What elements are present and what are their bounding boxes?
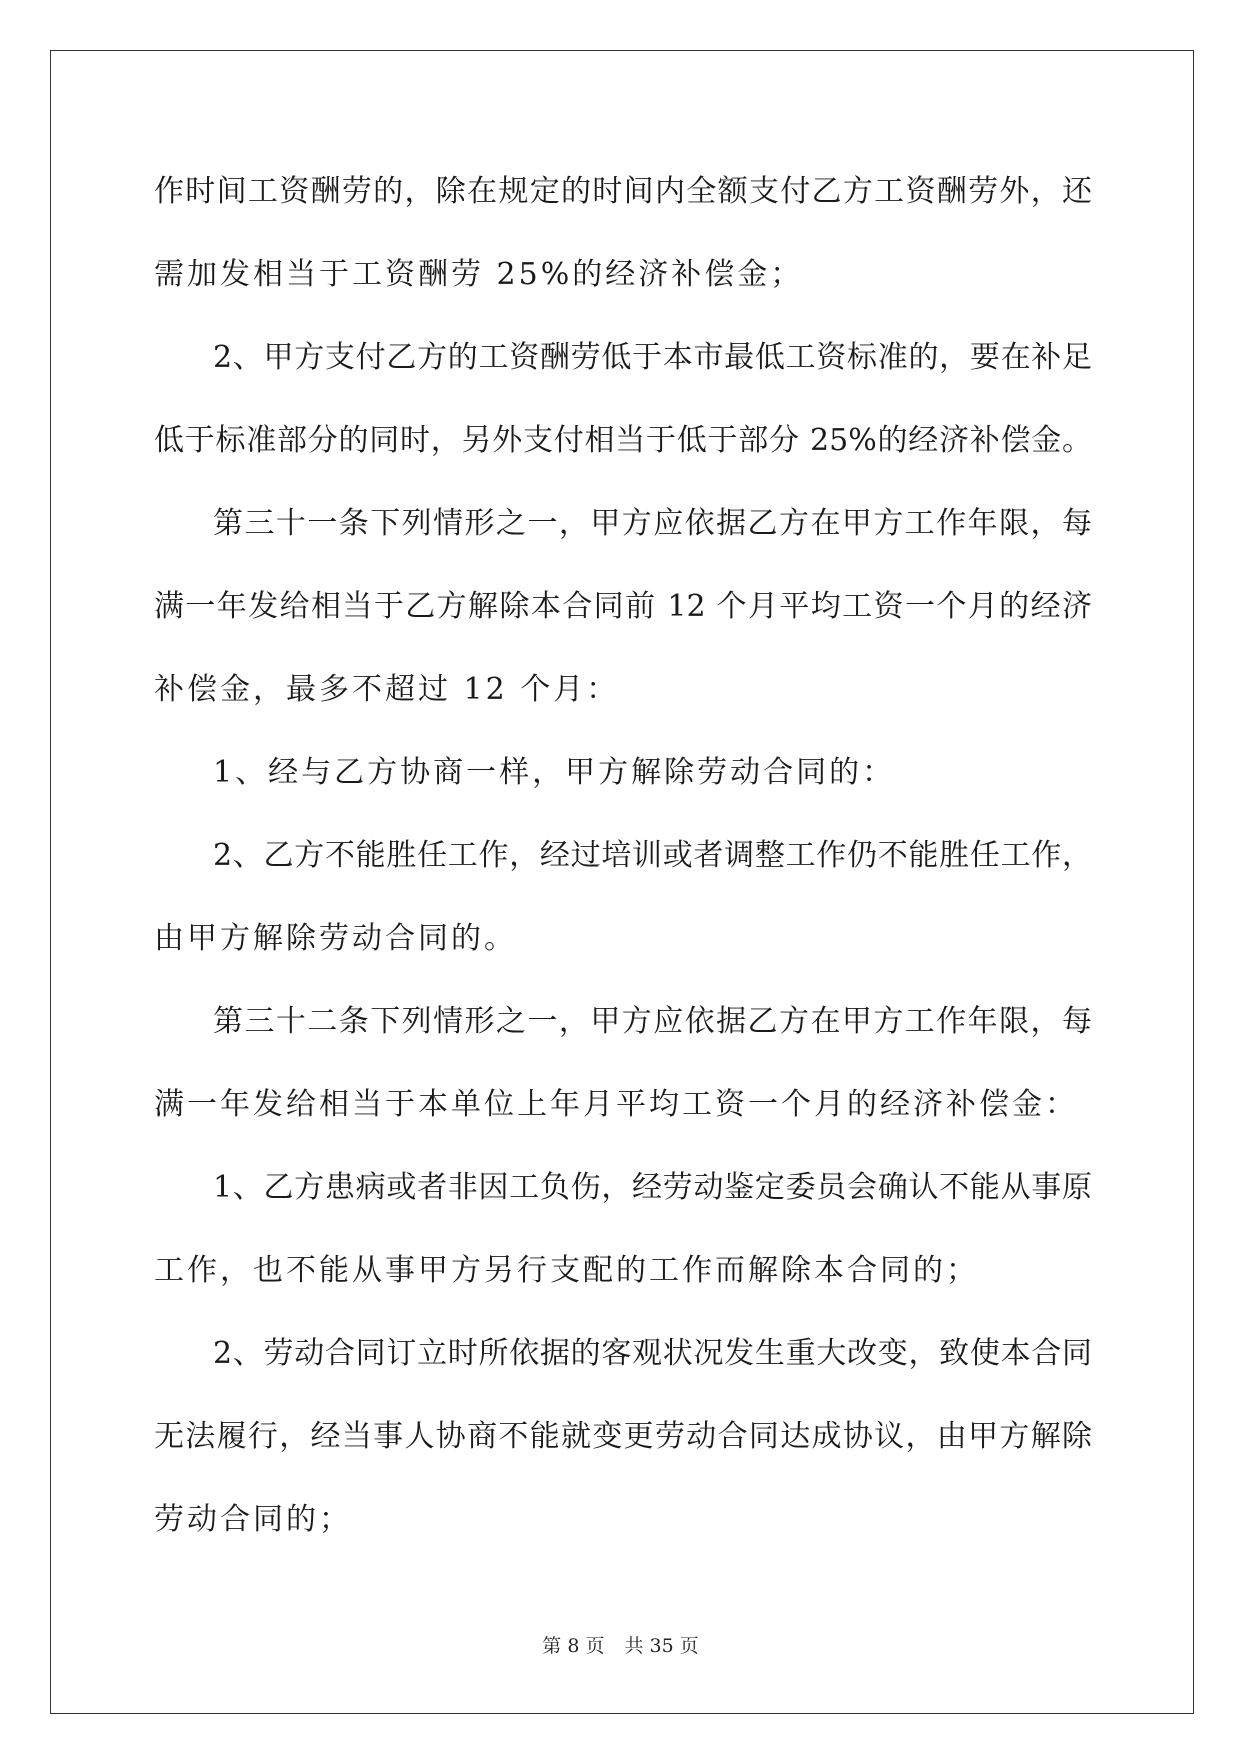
text-line: 需加发相当于工资酬劳 25%的经济补偿金；	[154, 257, 804, 292]
text-line: 2、甲方支付乙方的工资酬劳低于本市最低工资标准的，要在补足	[213, 340, 1092, 375]
text-line: 劳动合同的；	[154, 1502, 352, 1537]
text-line: 满一年发给相当于本单位上年月平均工资一个月的经济补偿金：	[154, 1087, 1078, 1122]
page-footer	[0, 1634, 1241, 1658]
total-pages: 共 35 页	[624, 1635, 699, 1657]
text-line: 由甲方解除劳动合同的。	[154, 921, 517, 956]
text-line: 第三十二条下列情形之一，甲方应依据乙方在甲方工作年限，每	[213, 1004, 1092, 1039]
page-number: 第 8 页	[542, 1635, 605, 1657]
text-line: 工作，也不能从事甲方另行支配的工作而解除本合同的；	[154, 1253, 979, 1288]
text-line: 2、劳动合同订立时所依据的客观状况发生重大改变，致使本合同	[213, 1336, 1092, 1371]
text-line: 第三十一条下列情形之一，甲方应依据乙方在甲方工作年限，每	[213, 506, 1092, 541]
text-line: 无法履行，经当事人协商不能就变更劳动合同达成协议，由甲方解除	[154, 1419, 1092, 1454]
text-line: 满一年发给相当于乙方解除本合同前 12 个月平均工资一个月的经济	[154, 589, 1092, 624]
text-line: 作时间工资酬劳的，除在规定的时间内全额支付乙方工资酬劳外，还	[154, 174, 1092, 209]
text-line: 1、乙方患病或者非因工负伤，经劳动鉴定委员会确认不能从事原	[213, 1170, 1092, 1205]
text-line: 补偿金，最多不超过 12 个月：	[154, 672, 620, 707]
page-border	[50, 50, 1194, 1714]
text-line: 2、乙方不能胜任工作，经过培训或者调整工作仍不能胜任工作，	[213, 838, 1092, 873]
text-line: 1、经与乙方协商一样，甲方解除劳动合同的：	[213, 755, 896, 790]
text-line: 低于标准部分的同时，另外支付相当于低于部分 25%的经济补偿金。	[154, 423, 1092, 458]
